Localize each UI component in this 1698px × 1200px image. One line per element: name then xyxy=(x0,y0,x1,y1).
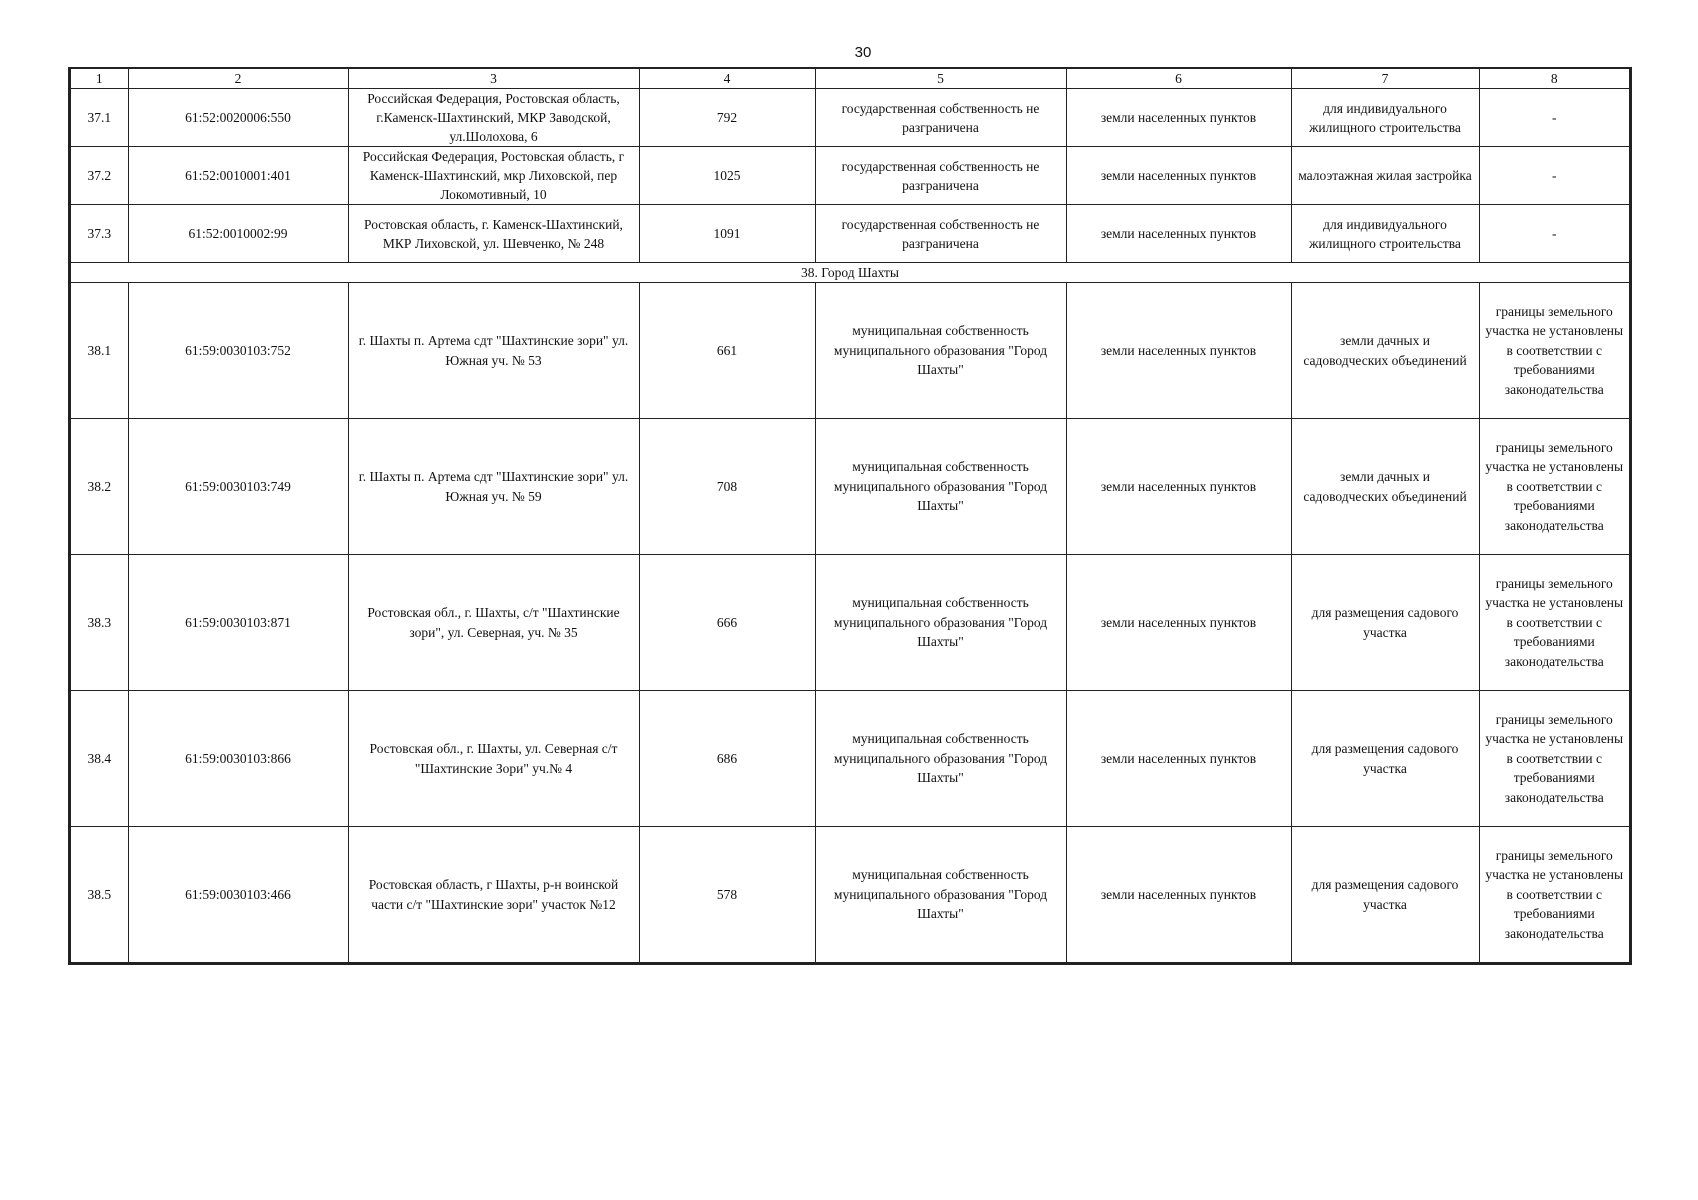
land-category: земли населенных пунктов xyxy=(1066,205,1291,263)
page-number: 30 xyxy=(854,44,872,61)
permitted-use: для размещения садового участка xyxy=(1291,827,1479,964)
note: границы земельного участка не установлены в соответствии с требованиями законодательства xyxy=(1479,827,1630,964)
column-number: 7 xyxy=(1291,69,1479,89)
area: 686 xyxy=(639,691,815,827)
table-row xyxy=(70,555,1630,691)
cadastral-number: 61:59:0030103:871 xyxy=(128,555,348,691)
land-category: земли населенных пунктов xyxy=(1066,89,1291,147)
land-category: земли населенных пунктов xyxy=(1066,691,1291,827)
row-number: 38.3 xyxy=(70,555,128,691)
land-category: земли населенных пунктов xyxy=(1066,555,1291,691)
cadastral-number: 61:52:0010002:99 xyxy=(128,205,348,263)
ownership: муниципальная собственность муниципального образования "Город Шахты" xyxy=(815,555,1066,691)
address: Ростовская обл., г. Шахты, с/т "Шахтинские зори", ул. Северная, уч. № 35 xyxy=(348,555,639,691)
land-category: земли населенных пунктов xyxy=(1066,419,1291,555)
column-number-row xyxy=(70,69,1630,89)
ownership: государственная собственность не разграничена xyxy=(815,89,1066,147)
address: г. Шахты п. Артема сдт "Шахтинские зори" ул. Южная уч. № 53 xyxy=(348,283,639,419)
row-number: 37.3 xyxy=(70,205,128,263)
column-number: 4 xyxy=(639,69,815,89)
land-category: земли населенных пунктов xyxy=(1066,827,1291,964)
table-row xyxy=(70,147,1630,205)
table-row xyxy=(70,205,1630,263)
permitted-use: малоэтажная жилая застройка xyxy=(1291,147,1479,205)
column-number: 5 xyxy=(815,69,1066,89)
land-plots-table xyxy=(69,68,1631,964)
permitted-use: для размещения садового участка xyxy=(1291,555,1479,691)
note: - xyxy=(1479,89,1630,147)
note: границы земельного участка не установлены в соответствии с требованиями законодательства xyxy=(1479,283,1630,419)
area: 578 xyxy=(639,827,815,964)
column-number: 2 xyxy=(128,69,348,89)
table-row xyxy=(70,691,1630,827)
table-row xyxy=(70,827,1630,964)
area: 708 xyxy=(639,419,815,555)
cadastral-number: 61:59:0030103:866 xyxy=(128,691,348,827)
note: границы земельного участка не установлены в соответствии с требованиями законодательства xyxy=(1479,555,1630,691)
note: границы земельного участка не установлены в соответствии с требованиями законодательства xyxy=(1479,419,1630,555)
permitted-use: для размещения садового участка xyxy=(1291,691,1479,827)
row-number: 38.2 xyxy=(70,419,128,555)
row-number: 38.5 xyxy=(70,827,128,964)
ownership: муниципальная собственность муниципального образования "Город Шахты" xyxy=(815,827,1066,964)
column-number: 3 xyxy=(348,69,639,89)
table-row xyxy=(70,283,1630,419)
row-number: 38.4 xyxy=(70,691,128,827)
area: 792 xyxy=(639,89,815,147)
ownership: муниципальная собственность муниципального образования "Город Шахты" xyxy=(815,419,1066,555)
area: 661 xyxy=(639,283,815,419)
address: Ростовская область, г. Каменск-Шахтинский, МКР Лиховской, ул. Шевченко, № 248 xyxy=(348,205,639,263)
address: Ростовская область, г Шахты, р-н воинской части с/т "Шахтинские зори" участок №12 xyxy=(348,827,639,964)
section-title: 38. Город Шахты xyxy=(70,263,1630,283)
ownership: муниципальная собственность муниципального образования "Город Шахты" xyxy=(815,283,1066,419)
table-row xyxy=(70,89,1630,147)
table-row xyxy=(70,419,1630,555)
column-number: 8 xyxy=(1479,69,1630,89)
land-category: земли населенных пунктов xyxy=(1066,283,1291,419)
cadastral-number: 61:52:0010001:401 xyxy=(128,147,348,205)
section-header-row xyxy=(70,263,1630,283)
area: 1025 xyxy=(639,147,815,205)
ownership: муниципальная собственность муниципального образования "Город Шахты" xyxy=(815,691,1066,827)
row-number: 38.1 xyxy=(70,283,128,419)
land-category: земли населенных пунктов xyxy=(1066,147,1291,205)
permitted-use: для индивидуального жилищного строительства xyxy=(1291,205,1479,263)
note: - xyxy=(1479,147,1630,205)
ownership: государственная собственность не разграничена xyxy=(815,147,1066,205)
permitted-use: для индивидуального жилищного строительства xyxy=(1291,89,1479,147)
column-number: 6 xyxy=(1066,69,1291,89)
cadastral-number: 61:52:0020006:550 xyxy=(128,89,348,147)
column-number: 1 xyxy=(70,69,128,89)
permitted-use: земли дачных и садоводческих объединений xyxy=(1291,419,1479,555)
note: границы земельного участка не установлены в соответствии с требованиями законодательства xyxy=(1479,691,1630,827)
cadastral-number: 61:59:0030103:466 xyxy=(128,827,348,964)
address: Российская Федерация, Ростовская область, г.Каменск-Шахтинский, МКР Заводской, ул.Шолохова, 6 xyxy=(348,89,639,147)
row-number: 37.2 xyxy=(70,147,128,205)
area: 666 xyxy=(639,555,815,691)
area: 1091 xyxy=(639,205,815,263)
address: Ростовская обл., г. Шахты, ул. Северная с/т "Шахтинские Зори" уч.№ 4 xyxy=(348,691,639,827)
cadastral-number: 61:59:0030103:749 xyxy=(128,419,348,555)
row-number: 37.1 xyxy=(70,89,128,147)
address: Российская Федерация, Ростовская область, г Каменск-Шахтинский, мкр Лиховской, пер Локомотивный, 10 xyxy=(348,147,639,205)
cadastral-number: 61:59:0030103:752 xyxy=(128,283,348,419)
address: г. Шахты п. Артема сдт "Шахтинские зори" ул. Южная уч. № 59 xyxy=(348,419,639,555)
note: - xyxy=(1479,205,1630,263)
ownership: государственная собственность не разграничена xyxy=(815,205,1066,263)
permitted-use: земли дачных и садоводческих объединений xyxy=(1291,283,1479,419)
